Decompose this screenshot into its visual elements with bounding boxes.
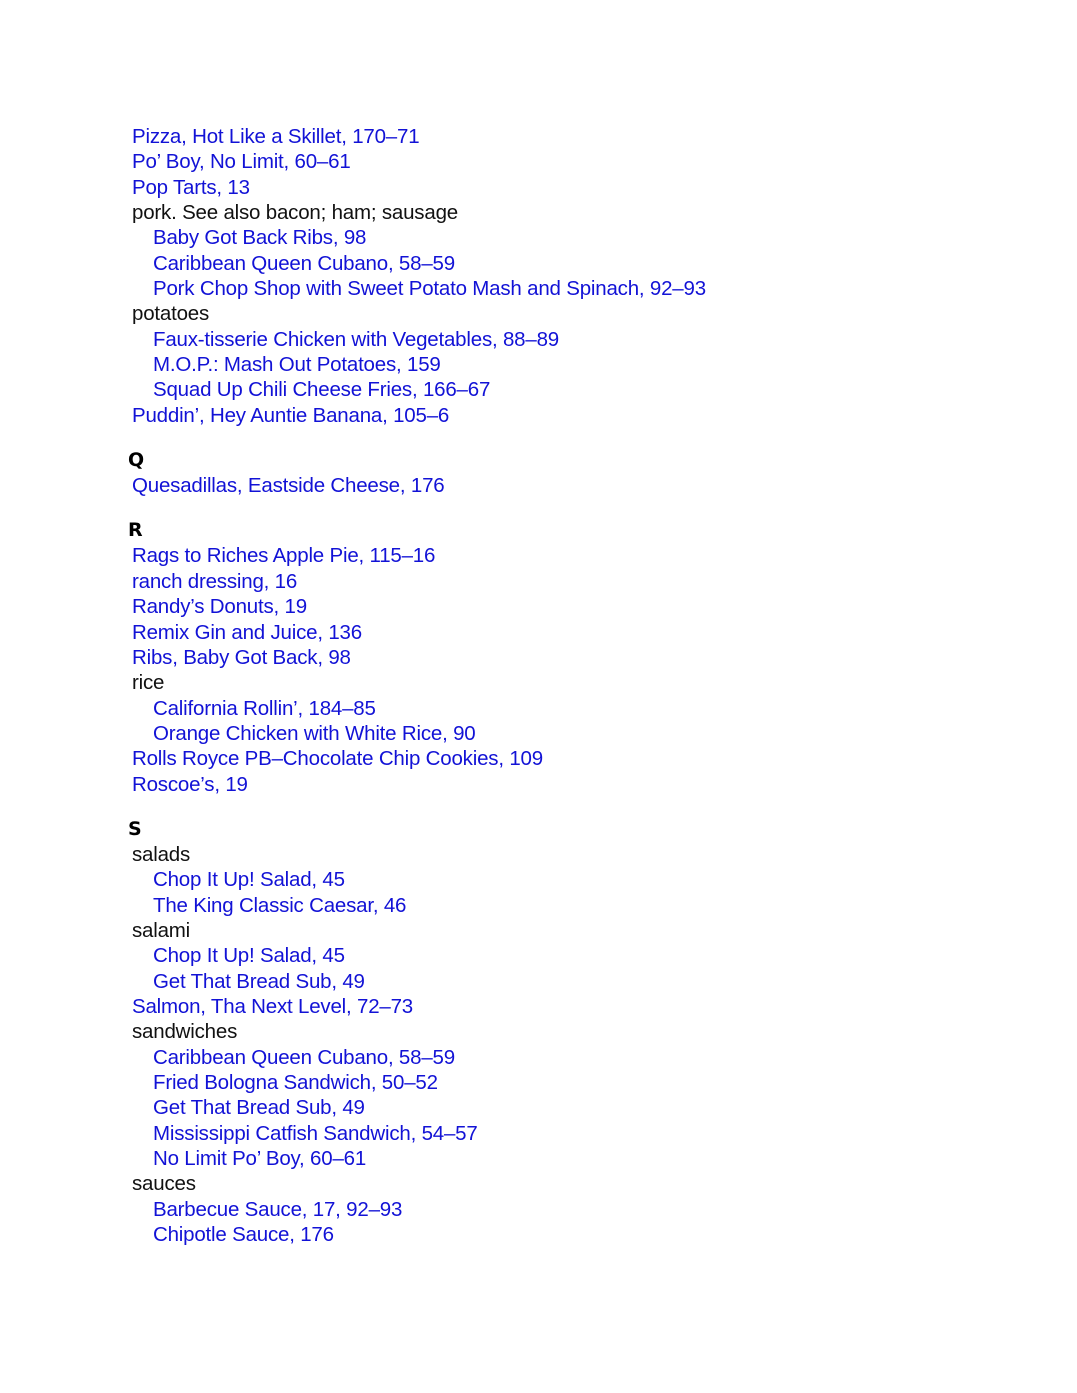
- index-entry[interactable]: Po’ Boy, No Limit, 60–61: [132, 150, 351, 174]
- index-entry[interactable]: Salmon, Tha Next Level, 72–73: [132, 994, 413, 1018]
- index-subentry[interactable]: California Rollin’, 184–85: [153, 696, 376, 720]
- index-entry[interactable]: Quesadillas, Eastside Cheese, 176: [132, 474, 445, 498]
- index-subentry[interactable]: Chop It Up! Salad, 45: [153, 868, 345, 892]
- index-entry: sandwiches: [132, 1020, 238, 1044]
- index-subentry[interactable]: Caribbean Queen Cubano, 58–59: [153, 1045, 455, 1069]
- index-entry: potatoes: [132, 302, 210, 326]
- section-letter: Q: [128, 449, 145, 472]
- index-subentry[interactable]: Chipotle Sauce, 176: [153, 1223, 334, 1247]
- index-subentry[interactable]: The King Classic Caesar, 46: [153, 893, 407, 917]
- index-entry[interactable]: Rolls Royce PB–Chocolate Chip Cookies, 109: [132, 747, 543, 771]
- index-subentry[interactable]: Baby Got Back Ribs, 98: [153, 226, 367, 250]
- index-entry[interactable]: Pizza, Hot Like a Skillet, 170–71: [132, 125, 420, 148]
- index-entry[interactable]: Roscoe’s, 19: [132, 772, 248, 796]
- index-subentry[interactable]: Get That Bread Sub, 49: [153, 1096, 365, 1120]
- index-list: [128, 124, 1032, 1247]
- index-entry: salads: [132, 842, 191, 866]
- index-entry[interactable]: Randy’s Donuts, 19: [132, 595, 307, 619]
- index-subentry[interactable]: Orange Chicken with White Rice, 90: [153, 721, 476, 745]
- index-entry[interactable]: Remix Gin and Juice, 136: [132, 620, 362, 644]
- index-subentry[interactable]: Barbecue Sauce, 17, 92–93: [153, 1197, 403, 1221]
- index-subentry[interactable]: Squad Up Chili Cheese Fries, 166–67: [153, 378, 491, 402]
- index-subentry[interactable]: Faux-tisserie Chicken with Vegetables, 88–89: [153, 327, 559, 351]
- index-entry[interactable]: Puddin’, Hey Auntie Banana, 105–6: [132, 403, 450, 427]
- index-entry: salami: [132, 918, 191, 942]
- index-subentry[interactable]: Get That Bread Sub, 49: [153, 969, 365, 993]
- index-entry[interactable]: Pop Tarts, 13: [132, 175, 250, 199]
- index-entry: rice: [132, 671, 165, 695]
- index-entry[interactable]: Ribs, Baby Got Back, 98: [132, 645, 351, 669]
- index-subentry[interactable]: Fried Bologna Sandwich, 50–52: [153, 1071, 438, 1094]
- index-subentry[interactable]: Chop It Up! Salad, 45: [153, 944, 345, 968]
- index-entry[interactable]: ranch dressing, 16: [132, 569, 298, 593]
- index-entry: pork. See also bacon; ham; sausage: [132, 201, 458, 225]
- index-subentry[interactable]: Pork Chop Shop with Sweet Potato Mash and Spinach, 92–93: [153, 277, 706, 301]
- index-entry[interactable]: Rags to Riches Apple Pie, 115–16: [132, 544, 436, 568]
- index-subentry[interactable]: Caribbean Queen Cubano, 58–59: [153, 251, 455, 275]
- index-subentry[interactable]: Mississippi Catfish Sandwich, 54–57: [153, 1121, 478, 1145]
- index-entry: sauces: [132, 1172, 196, 1196]
- index-subentry[interactable]: M.O.P.: Mash Out Potatoes, 159: [153, 353, 441, 377]
- section-letter: S: [128, 817, 142, 840]
- section-letter: R: [128, 519, 143, 542]
- index-subentry[interactable]: No Limit Po’ Boy, 60–61: [153, 1147, 367, 1171]
